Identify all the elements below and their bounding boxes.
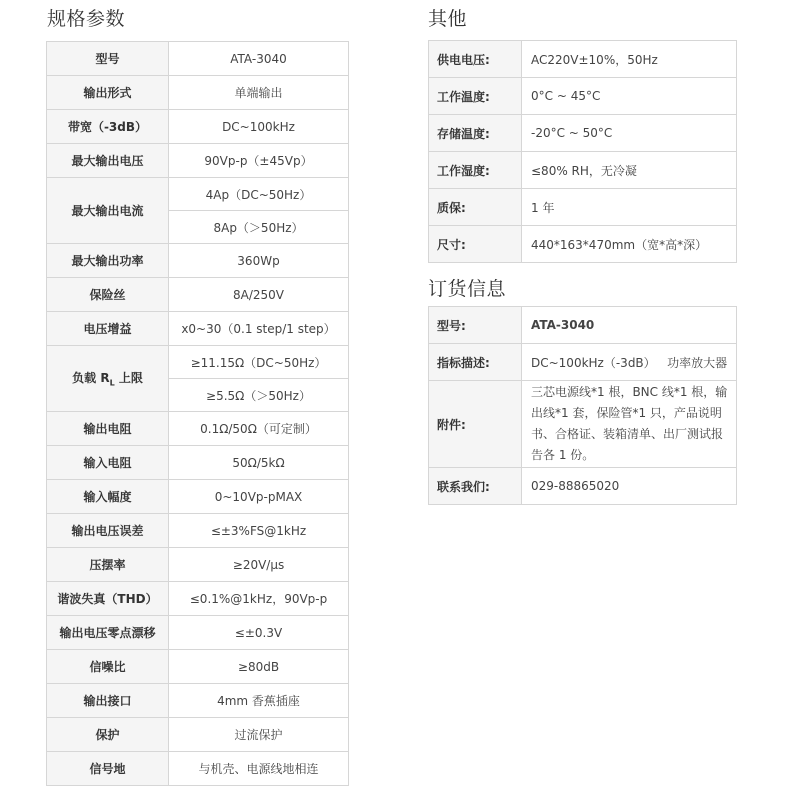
table-row	[429, 468, 737, 505]
spec-value: ≥80dB	[169, 650, 349, 684]
spec-value: ≤0.1%@1kHz，90Vp-p	[169, 582, 349, 616]
table-row	[47, 650, 349, 684]
table-row	[47, 752, 349, 786]
spec-key-load-limit	[47, 346, 169, 412]
other-value: -20°C ~ 50°C	[522, 115, 737, 152]
spec-value: 单端输出	[169, 76, 349, 110]
other-value: 440*163*470mm（宽*高*深）	[522, 226, 737, 263]
table-row	[47, 582, 349, 616]
spec-key: 输入电阻	[47, 446, 169, 480]
spec-table	[46, 41, 349, 786]
table-row	[47, 42, 349, 76]
order-key: 型号:	[429, 307, 522, 344]
load-key-prefix: 负载 R	[72, 371, 110, 386]
spec-value: ATA-3040	[169, 42, 349, 76]
table-row	[429, 344, 737, 381]
spec-key: 保险丝	[47, 278, 169, 312]
table-row	[47, 446, 349, 480]
other-value: 1 年	[522, 189, 737, 226]
other-key: 尺寸:	[429, 226, 522, 263]
other-table	[428, 40, 737, 263]
contact-phone: 029-88865020	[522, 468, 737, 505]
table-row	[429, 78, 737, 115]
table-row	[47, 718, 349, 752]
spec-key: 信噪比	[47, 650, 169, 684]
order-value: ATA-3040	[522, 307, 737, 344]
spec-value: 0~10Vp-pMAX	[169, 480, 349, 514]
spec-value: 与机壳、电源线地相连	[169, 752, 349, 786]
table-row	[47, 278, 349, 312]
spec-key: 最大输出电压	[47, 144, 169, 178]
table-row	[47, 346, 349, 379]
spec-value: 90Vp-p（±45Vp）	[169, 144, 349, 178]
spec-key: 最大输出功率	[47, 244, 169, 278]
spec-value: x0~30（0.1 step/1 step）	[169, 312, 349, 346]
spec-value: ≥11.15Ω（DC~50Hz）	[169, 346, 349, 379]
other-value: 0°C ~ 45°C	[522, 78, 737, 115]
load-key-sub: L	[109, 378, 115, 388]
spec-value: 0.1Ω/50Ω（可定制）	[169, 412, 349, 446]
spec-value: DC~100kHz	[169, 110, 349, 144]
spec-key: 输出电压零点漂移	[47, 616, 169, 650]
table-row	[429, 41, 737, 78]
table-row	[429, 307, 737, 344]
table-row	[47, 616, 349, 650]
spec-title: 规格参数	[47, 8, 126, 30]
spec-value: 4Ap（DC~50Hz）	[169, 178, 349, 211]
table-row	[429, 115, 737, 152]
order-table	[428, 306, 737, 505]
spec-key: 信号地	[47, 752, 169, 786]
order-value: DC~100kHz（-3dB） 功率放大器	[522, 344, 737, 381]
spec-value: ≥20V/μs	[169, 548, 349, 582]
other-key: 供电电压:	[429, 41, 522, 78]
spec-key: 谐波失真（THD）	[47, 582, 169, 616]
other-value: ≤80% RH，无冷凝	[522, 152, 737, 189]
table-row	[47, 144, 349, 178]
table-row	[47, 110, 349, 144]
table-row	[429, 152, 737, 189]
table-row	[47, 76, 349, 110]
spec-key: 电压增益	[47, 312, 169, 346]
spec-key: 最大输出电流	[47, 178, 169, 244]
spec-key: 型号	[47, 42, 169, 76]
load-key-suffix: 上限	[114, 371, 143, 386]
spec-value: 过流保护	[169, 718, 349, 752]
spec-key: 压摆率	[47, 548, 169, 582]
order-key: 联系我们:	[429, 468, 522, 505]
other-key: 工作温度:	[429, 78, 522, 115]
spec-value: 8Ap（＞50Hz）	[169, 211, 349, 244]
table-row	[429, 226, 737, 263]
spec-key: 输出电压误差	[47, 514, 169, 548]
order-key: 指标描述:	[429, 344, 522, 381]
spec-key: 输出电阻	[47, 412, 169, 446]
spec-value: 360Wp	[169, 244, 349, 278]
spec-value: ≥5.5Ω（＞50Hz）	[169, 379, 349, 412]
spec-value: ≤±3%FS@1kHz	[169, 514, 349, 548]
spec-key: 输出形式	[47, 76, 169, 110]
spec-value: 4mm 香蕉插座	[169, 684, 349, 718]
other-key: 存储温度:	[429, 115, 522, 152]
other-value: AC220V±10%，50Hz	[522, 41, 737, 78]
spec-key: 保护	[47, 718, 169, 752]
table-row	[47, 514, 349, 548]
spec-value: 50Ω/5kΩ	[169, 446, 349, 480]
table-row	[429, 381, 737, 468]
spec-key: 输入幅度	[47, 480, 169, 514]
table-row	[47, 684, 349, 718]
table-row	[429, 189, 737, 226]
table-row	[47, 178, 349, 211]
order-title: 订货信息	[428, 278, 507, 300]
table-row	[47, 312, 349, 346]
spec-value: ≤±0.3V	[169, 616, 349, 650]
spec-value: 8A/250V	[169, 278, 349, 312]
other-title: 其他	[428, 8, 468, 30]
spec-key: 带宽（-3dB）	[47, 110, 169, 144]
table-row	[47, 548, 349, 582]
table-row	[47, 412, 349, 446]
table-row	[47, 480, 349, 514]
spec-key: 输出接口	[47, 684, 169, 718]
order-key: 附件:	[429, 381, 522, 468]
table-row	[47, 244, 349, 278]
other-key: 质保:	[429, 189, 522, 226]
order-value: 三芯电源线*1 根，BNC 线*1 根，输出线*1 套，保险管*1 只，产品说明书、合格证、装箱清单、出厂测试报告各 1 份。	[522, 381, 737, 468]
other-key: 工作湿度:	[429, 152, 522, 189]
